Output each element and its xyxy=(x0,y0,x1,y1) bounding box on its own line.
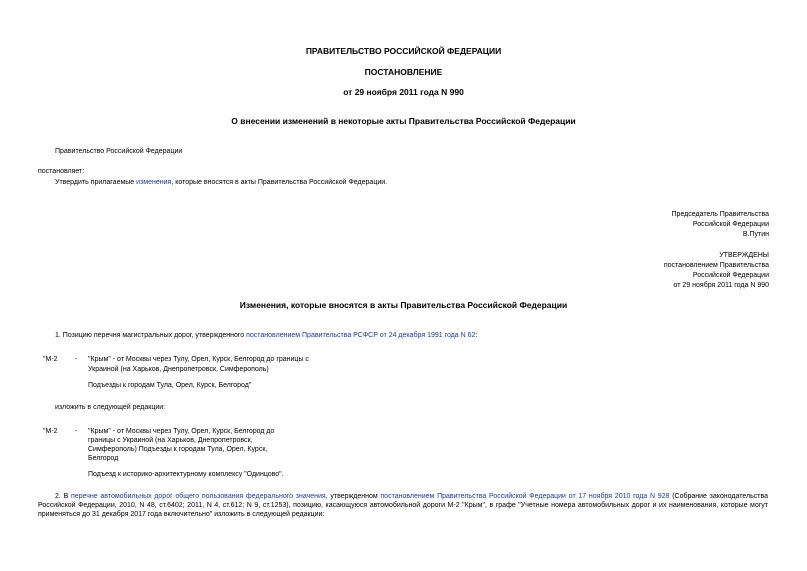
new-road-code: "М-2 xyxy=(43,428,58,435)
signature-country: Российской Федерации xyxy=(692,221,769,228)
old-description-line: Украиной (на Харьков, Днепропетровск, Симферополь) xyxy=(88,366,269,373)
item2-paragraph xyxy=(38,492,768,519)
approved-date: от 29 ноября 2011 года N 990 xyxy=(673,282,769,289)
document-title: О внесении изменений в некоторые акты Правительства Российской Федерации xyxy=(231,116,576,126)
new-description-line: Симферополь) Подъезды к городам Тула, Орел, Курск, xyxy=(88,446,268,453)
item1-suffix: : xyxy=(475,332,478,339)
item2-number: 2. В xyxy=(55,493,71,500)
signature-name: В.Путин xyxy=(742,231,769,238)
approved-country: Российской Федерации xyxy=(692,272,769,279)
approve-paragraph xyxy=(55,178,387,187)
rsfsr-resolution-link[interactable]: постановлением Правительства РСФСР от 24 декабря 1991 года N 62 xyxy=(246,332,476,339)
old-description-line: "Крым" - от Москвы через Тулу, Орел, Курск, Белгород до границы с xyxy=(88,356,309,363)
resolves-text: постановляет: xyxy=(38,168,85,175)
signature-position: Председатель Правительства xyxy=(671,211,769,218)
old-description-line: Подъезды к городам Тула, Орел, Курск, Белгород" xyxy=(88,382,252,389)
document-date-number: от 29 ноября 2011 года N 990 xyxy=(343,87,464,97)
item2-rest: (Собрание законодательства Российской Федерации, 2010, N 48, ст.6402; 2011, N 4, ст.612; N 9, ст.1253), позицию, касающуюся автомобильной дороги М-2 "Крым", в графе "Учетные номера автомобильных дорог и их наименования, которые могут применяться до 31 декабря 2017 года включительно" изложить в следующей редакции: xyxy=(38,493,768,518)
federal-roads-list-link[interactable]: перечне автомобильных дорог общего пользования федерального значения xyxy=(70,493,326,500)
approved-label: УТВЕРЖДЕНЫ xyxy=(719,252,769,259)
document-type: ПОСТАНОВЛЕНИЕ xyxy=(364,67,443,77)
approved-by: постановлением Правительства xyxy=(663,262,769,269)
new-dash: - xyxy=(75,428,78,435)
item1-paragraph xyxy=(55,331,477,340)
approve-suffix: , которые вносятся в акты Правительства Российской Федерации. xyxy=(171,179,388,186)
changes-title: Изменения, которые вносятся в акты Правительства Российской Федерации xyxy=(239,300,568,310)
new-description-line: Белгород xyxy=(88,455,119,462)
new-description-line: границы с Украиной (на Харьков, Днепропетровск, xyxy=(88,437,253,444)
restate-text: изложить в следующей редакции: xyxy=(55,404,166,411)
new-description-line: "Крым" - от Москвы через Тулу, Орел, Курск, Белгород до xyxy=(88,428,275,435)
new-description-line: Подъезд к историко-архитектурному комплексу "Одинцово". xyxy=(88,471,284,478)
changes-link[interactable]: изменения xyxy=(136,179,172,186)
old-road-code: "М-2 xyxy=(43,356,58,363)
government-heading: ПРАВИТЕЛЬСТВО РОССИЙСКОЙ ФЕДЕРАЦИИ xyxy=(305,46,502,56)
resolution-928-link[interactable]: постановлением Правительства Российской Федерации от 17 ноября 2010 года N 928 xyxy=(380,493,670,500)
item1-prefix: 1. Позицию перечня магистральных дорог, утвержденного xyxy=(55,332,247,339)
approve-prefix: Утвердить прилагаемые xyxy=(55,179,137,186)
intro-text: Правительство Российской Федерации xyxy=(55,148,183,155)
old-dash: - xyxy=(75,356,78,363)
item2-mid: , утвержденном xyxy=(325,493,381,500)
